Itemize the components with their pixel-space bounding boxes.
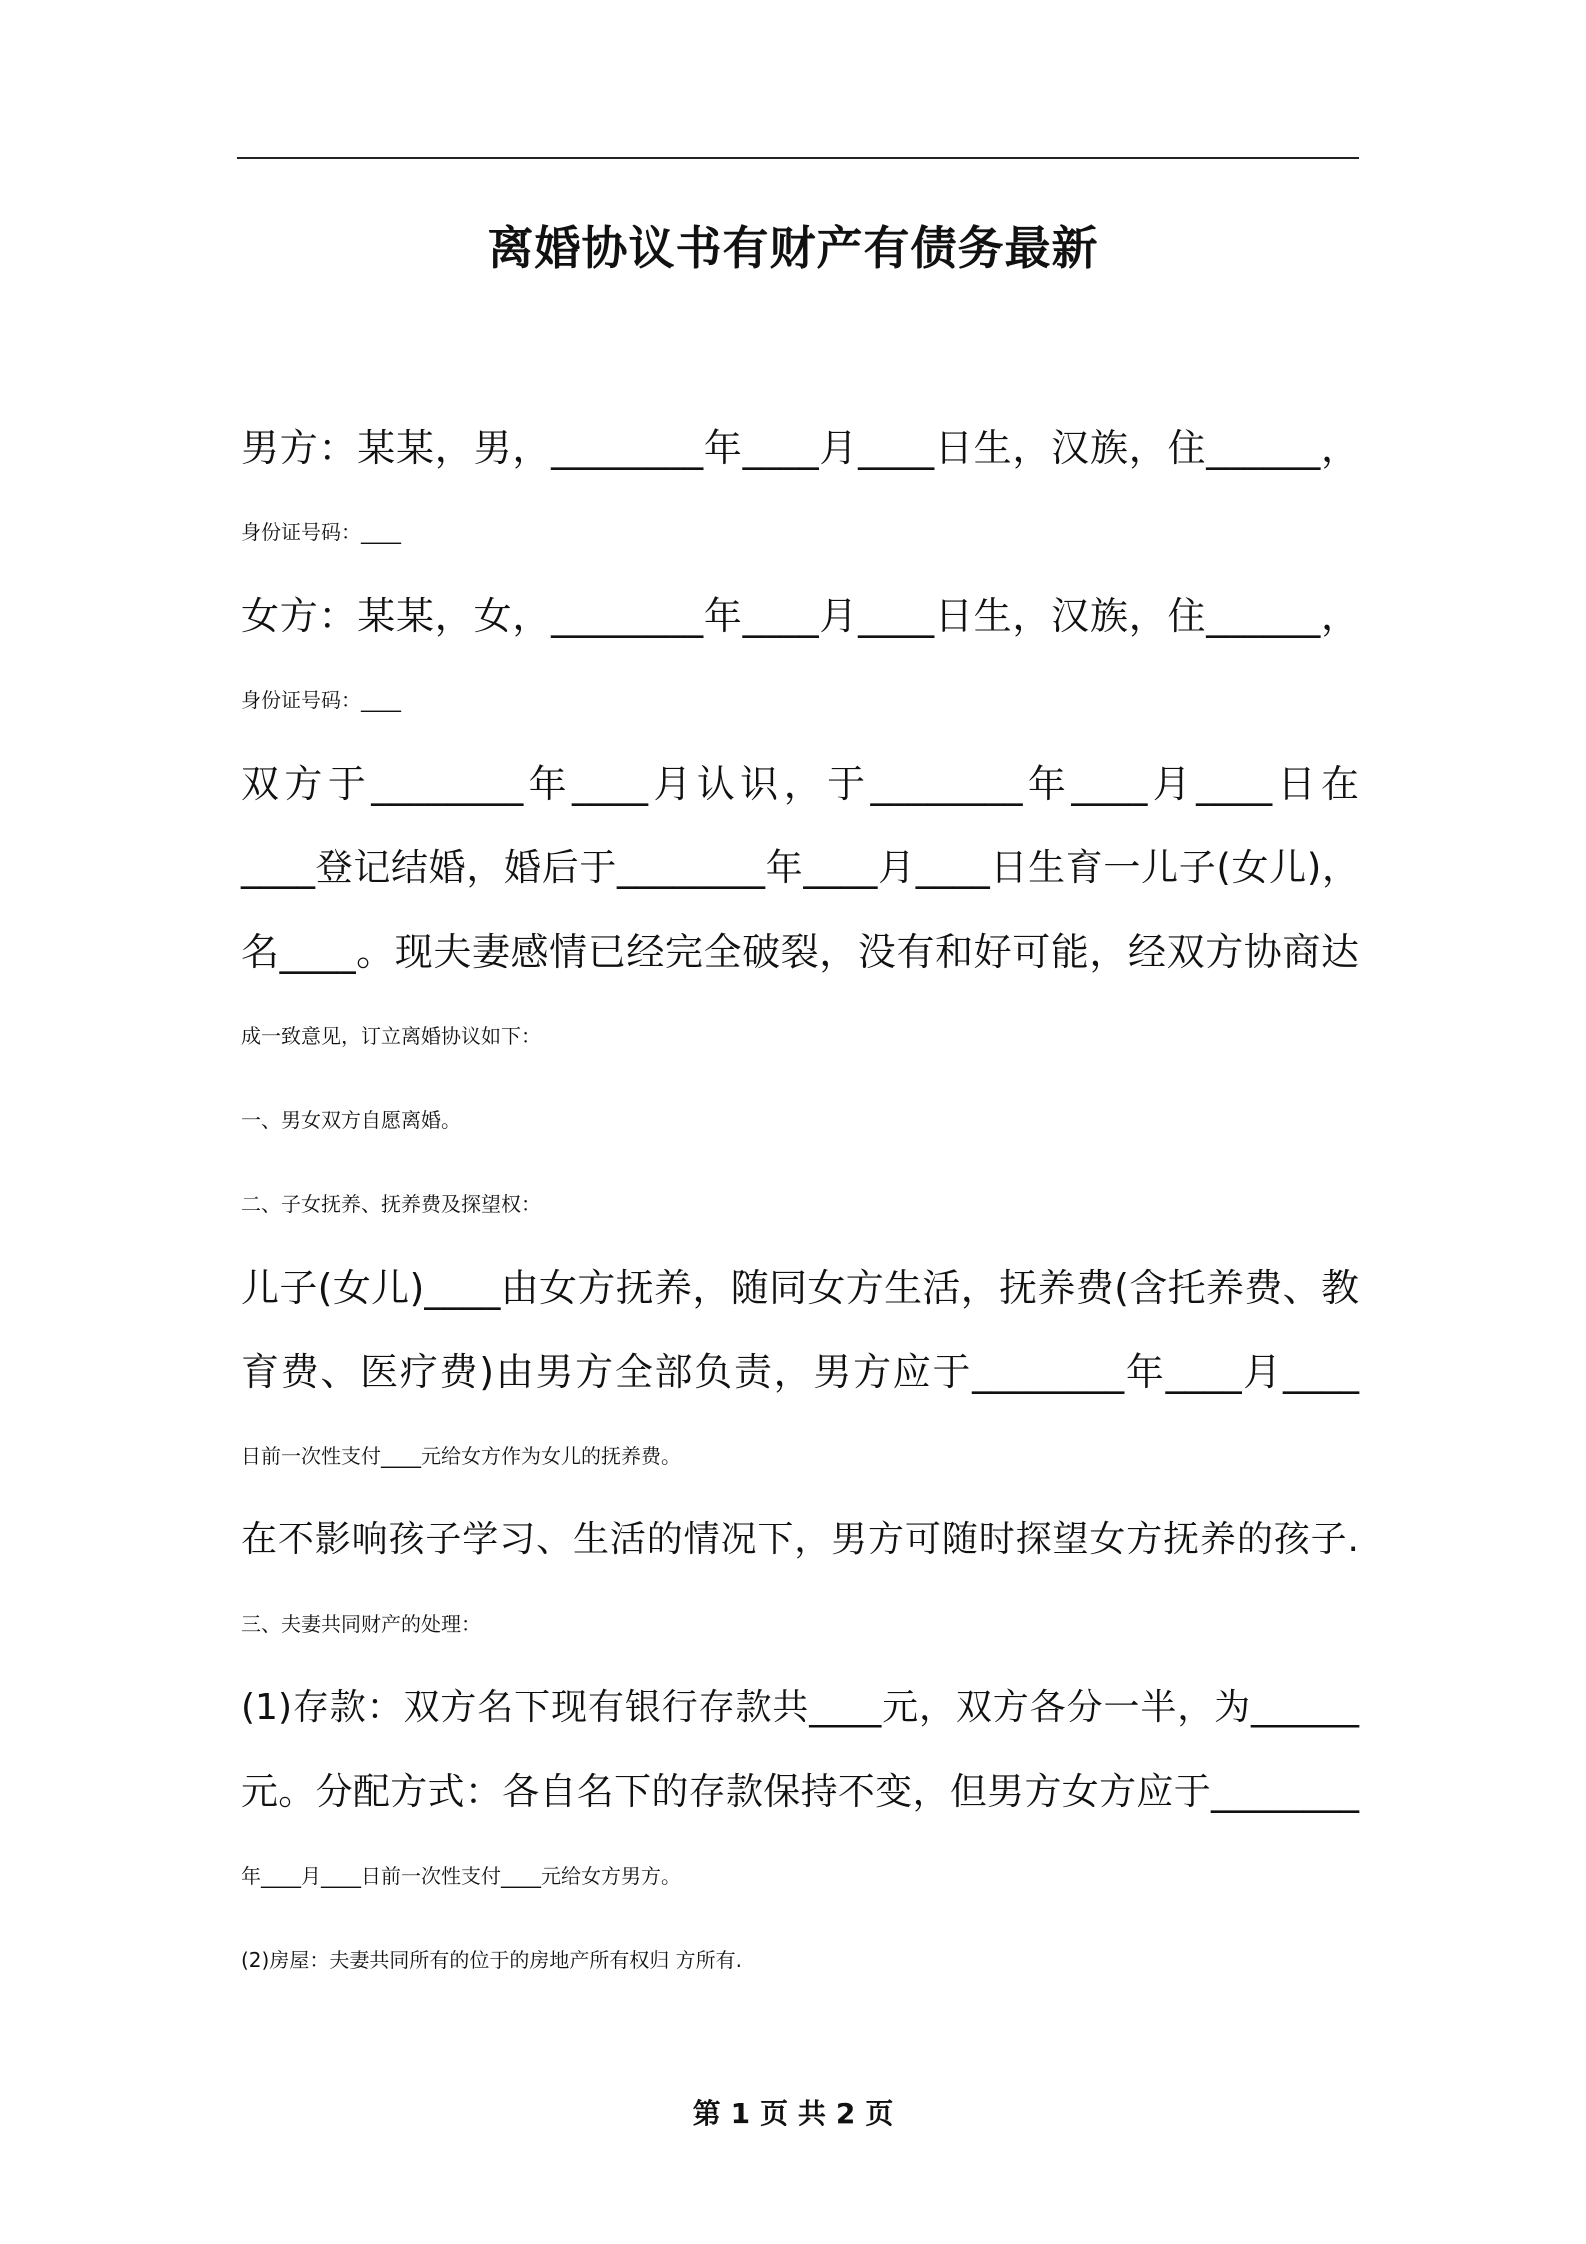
page-mid: 页 共 — [760, 2097, 826, 2130]
page-suffix: 页 — [865, 2097, 894, 2130]
header-rule — [237, 157, 1359, 159]
paragraph-line: 身份证号码：____ — [241, 520, 401, 544]
page-footer — [0, 2094, 1586, 2134]
paragraph-line: ____登记结婚，婚后于________年____月____日生育一儿子(女儿)， — [241, 846, 1359, 889]
paragraph-line: 名____。现夫妻感情已经完全破裂，没有和好可能，经双方协商达 — [241, 930, 1359, 974]
paragraph-line: 年____月____日前一次性支付____元给女方男方。 — [241, 1864, 681, 1888]
paragraph-line: 育费、医疗费)由男方全部负责，男方应于________年____月____ — [241, 1350, 1359, 1394]
paragraph-line: 在不影响孩子学习、生活的情况下，男方可随时探望女方抚养的孩子. — [241, 1519, 1359, 1560]
page-prefix: 第 — [692, 2097, 721, 2130]
document-body — [241, 406, 1363, 2002]
paragraph-line: 双方于________年____月认识，于________年____月____日在 — [241, 762, 1359, 806]
paragraph-line: 儿子(女儿)____由女方抚养，随同女方生活，抚养费(含托养费、教 — [241, 1266, 1359, 1310]
paragraph-line: 日前一次性支付____元给女方作为女儿的抚养费。 — [241, 1444, 681, 1468]
paragraph-line: 成一致意见，订立离婚协议如下： — [241, 1024, 541, 1048]
paragraph-line: 身份证号码：____ — [241, 688, 401, 712]
section-heading: 一、男女双方自愿离婚。 — [241, 1108, 461, 1132]
paragraph-line: 女方：某某，女，________年____月____日生，汉族，住______， — [241, 594, 1359, 638]
page-number: 1 — [730, 2097, 751, 2130]
paragraph-line: (1)存款：双方名下现有银行存款共____元，双方各分一半，为______ — [241, 1687, 1359, 1728]
paragraph-line: 男方：某某，男，________年____月____日生，汉族，住______， — [241, 426, 1359, 470]
page-total: 2 — [835, 2097, 856, 2130]
section-heading: 二、子女抚养、抚养费及探望权： — [241, 1192, 541, 1216]
paragraph-line: (2)房屋：夫妻共同所有的位于的房地产所有权归 方所有. — [241, 1948, 743, 1972]
paragraph-line: 元。分配方式：各自名下的存款保持不变，但男方女方应于________ — [241, 1770, 1359, 1813]
document-title: 离婚协议书有财产有债务最新 — [487, 221, 1099, 275]
section-heading: 三、夫妻共同财产的处理： — [241, 1612, 481, 1636]
